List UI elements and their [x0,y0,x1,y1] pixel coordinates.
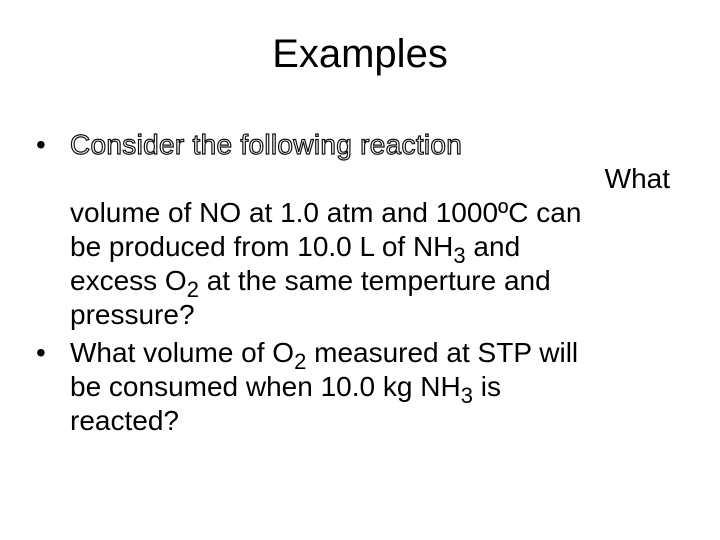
bullet-marker: • [36,129,46,160]
bullet-2-sub-3: 3 [460,383,473,408]
bullet-1-line-5a: excess O [70,265,187,296]
bullet-1-line-2 [70,162,676,196]
bullet-2-line-2a: be consumed when 10.0 kg NH [70,371,461,402]
bullet-1-line-4 [70,230,676,268]
bullet-1-sub-3: 3 [453,243,466,268]
bullet-1-what: What [604,163,670,194]
slide-title: Examples [272,32,448,76]
bullet-2-line-1 [70,336,676,374]
bullet-1-line-1 [70,128,676,162]
bullet-1-line-3: volume of NO at 1.0 atm and 1000ºC can [70,197,582,228]
bullet-list [36,128,676,442]
bullet-2-sub-2: 2 [294,349,307,374]
bullet-1-line-5b: at the same temperture and [198,265,551,296]
bullet-2-line-1a: What volume of O [70,337,295,368]
bullet-2-line-1b: measured at STP will [306,337,579,368]
bullet-2-line-2 [70,370,676,408]
bullet-1-lead: Consider the following reaction [70,129,463,160]
bullet-1-sub-2: 2 [186,277,199,302]
bullet-1-line-5 [70,264,676,302]
bullet-1-line-4b: and [465,231,521,262]
bullet-1-line-6: pressure? [70,299,195,330]
bullet-marker: • [36,337,46,368]
bullet-item-1 [36,128,676,332]
bullet-item-2 [36,336,676,438]
bullet-2-line-2b: is [472,371,501,402]
bullet-2-line-3: reacted? [70,405,179,436]
bullet-1-line-4a: be produced from 10.0 L of NH [70,231,454,262]
